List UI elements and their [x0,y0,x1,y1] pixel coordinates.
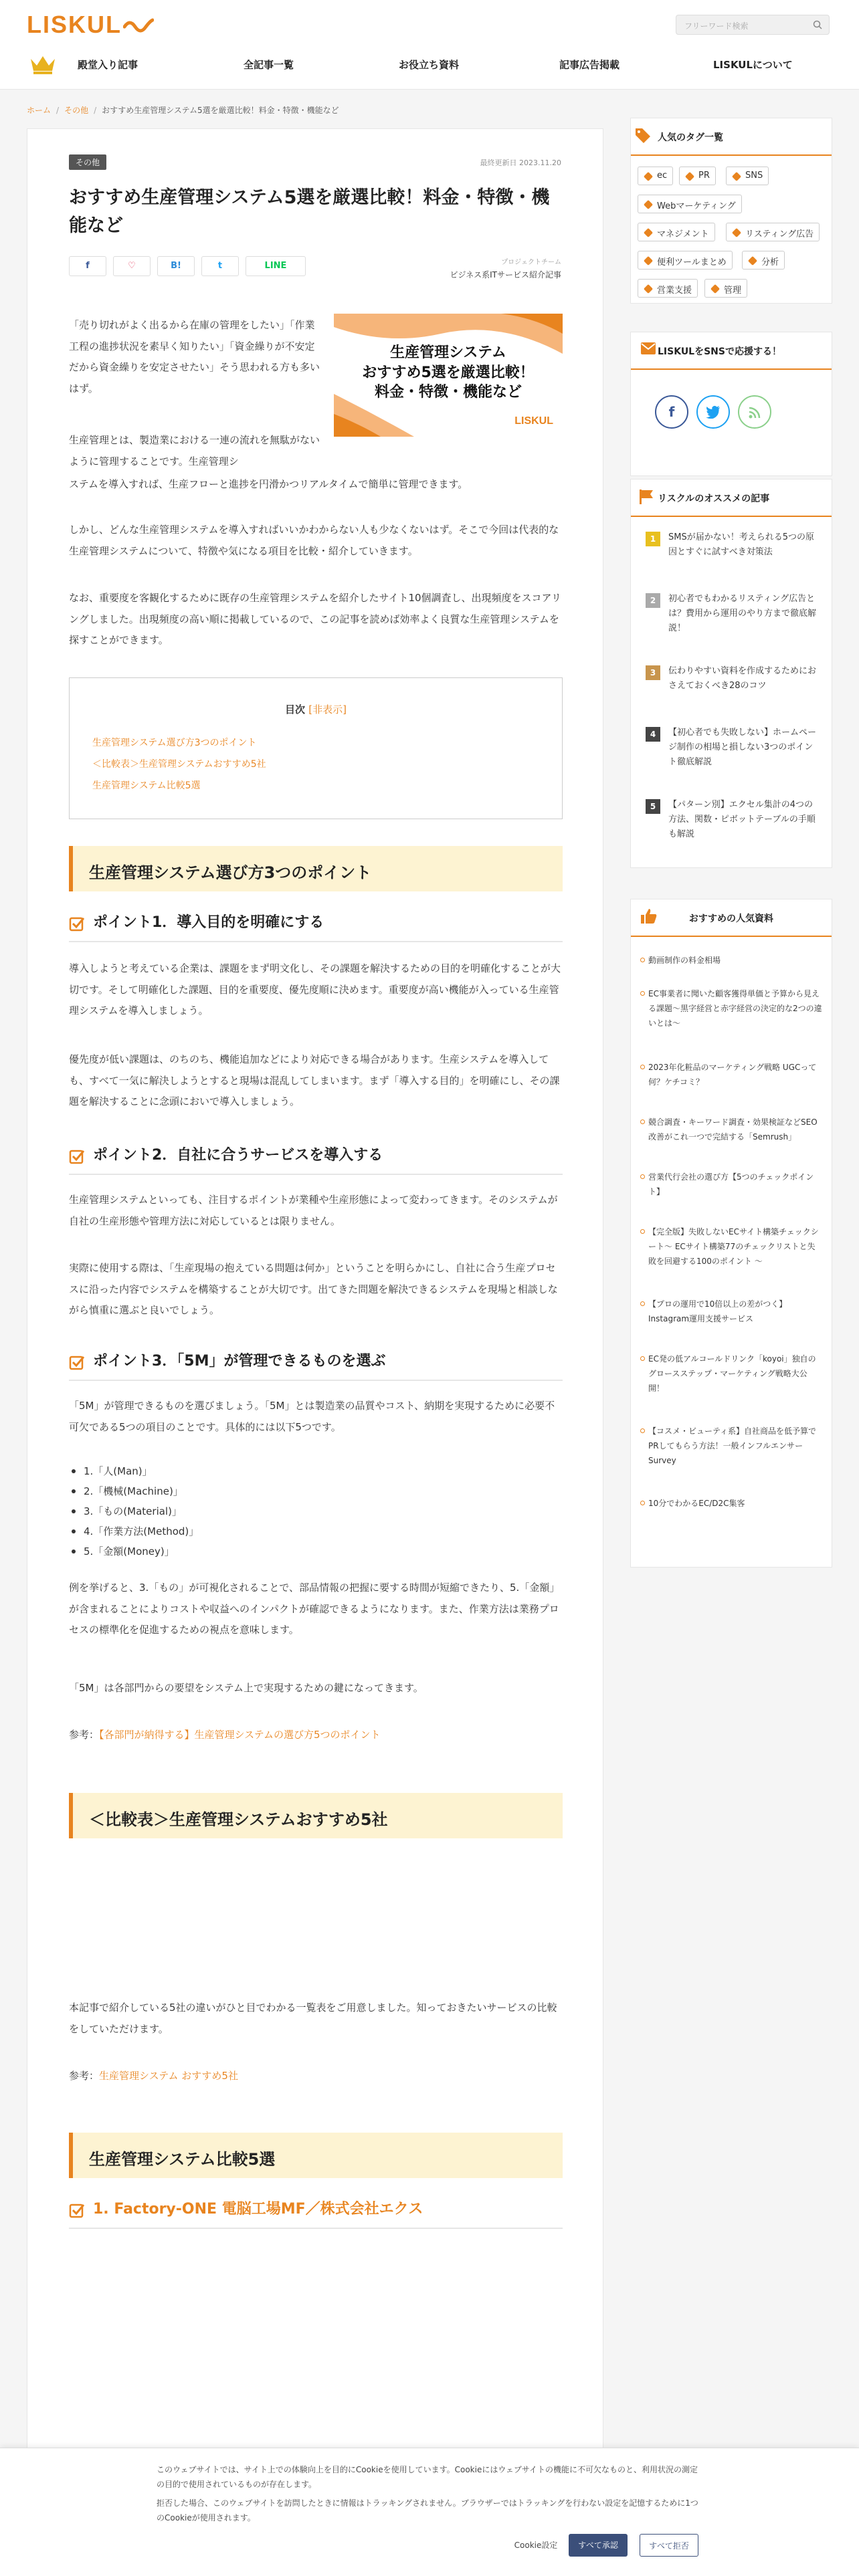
banner-logo: LISKUL [514,415,553,427]
sns-rss-button[interactable] [738,395,771,429]
tag-kanri[interactable]: 管理 [704,279,747,298]
author-block [450,256,561,280]
breadcrumb: ホーム / その他 / おすすめ生産管理システム5選を厳選比較！料金・特徴・機能など [27,106,339,115]
nav-item-hall-of-fame[interactable]: 殿堂入り記事 [78,59,138,71]
subheading-factory-one: 1. Factory-ONE 電脳工場MF／株式会社エクス [69,2198,563,2229]
tag-analysis[interactable]: 分析 [742,251,785,270]
subheading-point-3: ポイント3．「5M」が管理できるものを選ぶ [69,1350,563,1381]
intro-paragraph-3: しかし、どんな生産管理システムを導入すればいいかわからない人も少なくないはず。そこで今回は代表的な生産管理システムについて、特徴や気になる項目を比較・紹介していきます。 [69,524,559,557]
twitter-icon [706,405,721,419]
tag-listing-ads[interactable]: リスティング広告 [726,223,820,241]
resource-item[interactable]: 営業代行会社の選び方【5つのチェックポイント】 [648,1170,822,1199]
tag-sns[interactable]: SNS [726,167,769,185]
reference-2-link[interactable]: 生産管理システム おすすめ5社 [99,2070,238,2082]
tag-management[interactable]: マネジメント [638,223,715,241]
sidebar-resources-title: おすすめの人気資料 [631,899,832,937]
toc-title: 目次 [非表示] [285,704,347,716]
sidebar-resources-widget [630,899,832,1568]
list-item: 4.「作業方法(Method)」 [84,1525,199,1537]
resource-item[interactable]: 【コスメ・ビューティ系】自社商品を低予算でPRしてもらう方法！一般インフルエンサーSurvey [648,1424,822,1469]
sidebar-ranking-widget: リスクルのオススメの記事 1 SMSが届かない！考えられる5つの原因とすぐに試すべき対策法 2 初心者でもわかるリスティング広告とは？費用から運用のやり方まで徹底解説！ 3 伝わりやすい資料を作成するためにおさえておくべき28のコツ 4 【初心者でも失敗しない】ホームページ制作の相場と損しない3つのポイント徹底解説 5 【パターン別】エクセル集計の4つの方法、関数・ピボットテーブルの手順も解説 [630,479,832,868]
section-heading-comparison-table: ＜比較表＞生産管理システムおすすめ5社 [69,1793,563,1838]
sidebar-ranking-title: リスクルのオススメの記事 [631,479,832,517]
rank-badge-4: 4 [646,727,660,742]
table-of-contents [69,677,563,819]
tag-pr[interactable]: PR [679,167,716,185]
sidebar-tags-title: 人気のタグ一覧 [631,118,832,156]
category-badge[interactable]: その他 [69,154,106,170]
toc-item-1[interactable]: 生産管理システム選び方3つのポイント [92,738,257,748]
thumbs-up-icon [640,907,658,925]
share-twitter-button[interactable]: t [201,256,239,276]
share-line-button[interactable]: LINE [246,256,306,276]
flag-icon [639,489,654,505]
breadcrumb-current: おすすめ生産管理システム5選を厳選比較！料金・特徴・機能など [102,106,339,115]
sidebar-sns-widget [630,332,832,476]
reference-1-link[interactable]: 【各部門が納得する】生産管理システムの選び方5つのポイント [99,1729,381,1741]
resource-item[interactable]: 【プロの運用で10倍以上の差がつく】Instagram運用支援サービス [648,1297,822,1326]
global-nav [0,43,859,90]
toc-toggle[interactable]: [非表示] [308,704,347,716]
sidebar-tags-widget [630,118,832,304]
liskul-logo[interactable]: LISKUL [27,11,154,39]
comparison-paragraph: 本記事で紹介している5社の違いがひと目でわかる一覧表をご用意しました。知っておきたいサービスの比較をしていただけます。 [69,2002,557,2035]
author-team: プロジェクトチーム [501,259,561,266]
rank-badge-2: 2 [646,593,660,608]
point-3-paragraph-1: 「5M」が管理できるものを選びましょう。「5M」とは製造業の品質やコスト、納期を実現するために必要不可欠である5つの項目のことです。具体的には以下5つです。 [69,1400,555,1433]
toc-item-2[interactable]: ＜比較表＞生産管理システムおすすめ5社 [92,759,266,770]
updated-date: 最終更新日 2023.11.20 [480,158,561,167]
cookie-accept-button[interactable]: すべて承認 [569,2534,628,2557]
list-item: 5.「金額(Money)」 [84,1545,175,1558]
checkbox-icon [69,916,85,932]
nav-item-ad-placement[interactable]: 記事広告掲載 [559,59,620,71]
intro-paragraph-2-a: 生産管理とは、製造業における一連の流れを無駄がないように管理することです。生産管理シ [69,434,320,467]
resource-item[interactable]: 動画制作の料金相場 [648,953,822,968]
rank-badge-1: 1 [646,532,660,546]
reference-1: 参考：【各部門が納得する】生産管理システムの選び方5つのポイント [69,1729,381,1741]
subheading-point-1: ポイント1．導入目的を明確にする [69,911,563,942]
point-1-paragraph-1: 導入しようと考えている企業は、課題をまず明文化し、その課題を解決するための目的を明確化することが大切です。そして明確化した課題、目的を重要度、優先度順に決めます。重要度が高い機能が入っている生産管理システムを導入しましょう。 [69,962,561,1016]
checkbox-icon [69,1354,85,1370]
intro-paragraph-4: なお、重要度を客観化するために既存の生産管理システムを紹介したサイト10個調査し、出現頻度をスコアリングしました。出現頻度の高い順に掲載しているので、この記事を読めば効率よく良質な生産管理システムを探すことができます。 [69,592,561,646]
cookie-text-1: このウェブサイトでは、サイト上での体験向上を目的にCookieを使用しています。Cookieにはウェブサイトの機能に不可欠なものと、利用状況の測定の目的で使用されているものが存在します。 [157,2465,698,2489]
breadcrumb-category[interactable]: その他 [64,106,89,115]
breadcrumb-home[interactable]: ホーム [27,106,52,115]
checkbox-icon [69,2202,85,2218]
point-2-paragraph-2: 実際に使用する際は、「生産現場の抱えている問題は何か」ということを明らかにし、自社に合う生産プロセスに沿った内容でシステムを構築することが大切です。出てきた問題を解決できるシステムを現場と相談しながら慎重に選ぶと良いでしょう。 [69,1262,558,1316]
sns-facebook-button[interactable]: f [655,395,688,429]
point-2-paragraph-1: 生産管理システムといっても、注目するポイントが業種や生産形態によって変わってきます。そのシステムが自社の生産形態や管理方法に対応しているとは限りません。 [69,1194,558,1227]
nav-item-resources[interactable]: お役立ち資料 [399,59,460,71]
share-pocket-button[interactable]: ♡ [113,256,151,276]
nav-item-all-articles[interactable]: 全記事一覧 [244,59,294,71]
list-item: 1.「人(Man)」 [84,1465,153,1477]
share-facebook-button[interactable]: f [69,256,106,276]
section-heading-comparison-5: 生産管理システム比較5選 [69,2133,563,2178]
point-3-paragraph-2: 例を挙げると、3.「もの」が可視化されることで、部品情報の把握に要する時間が短縮できたり、5.「金額」が含まれることによりコストや収益へのインパクトが確認できるようになります。また、作業方法は業務プロセスの標準化を促進するための視点を意味します。 [69,1582,560,1636]
point-1-paragraph-2: 優先度が低い課題は、のちのち、機能追加などにより対応できる場合があります。生産システムを導入しても、すべて一気に解決しようとすると現場は混乱してしまいます。まず「導入する目的」を明確にし、その課題を解決することに念頭においで導入しましょう。 [69,1053,560,1107]
banner-text: 生産管理システム おすすめ5選を厳選比較！ 料金・特徴・機能など [362,344,535,401]
top-header [0,0,859,43]
tag-tools[interactable]: 便利ツールまとめ [638,251,733,270]
list-item: 2.「機械(Machine)」 [84,1485,183,1497]
cookie-reject-button[interactable]: すべて拒否 [640,2534,698,2557]
subheading-point-2: ポイント2．自社に合うサービスを導入する [69,1144,563,1175]
section-heading-points: 生産管理システム選び方3つのポイント [69,846,563,891]
resource-item[interactable]: EC発の低アルコールドリンク「koyoi」独自のグロースステップ・マーケティング戦略大公開！ [648,1352,822,1396]
logo-wave-icon [123,17,154,35]
tag-icon [634,126,652,145]
rank-badge-3: 3 [646,665,660,680]
article-main [27,128,603,2576]
nav-item-about[interactable]: LISKULについて [713,59,793,71]
resource-item[interactable]: 競合調査・キーワード調査・効果検証などSEO改善がこれ一つで完結する「Semrush」 [648,1115,822,1144]
resource-item[interactable]: EC事業者に聞いた顧客獲得単価と予算から見える課題〜黒字経営と赤字経営の決定的な2つの違いとは〜 [648,986,822,1031]
tag-sales-support[interactable]: 営業支援 [638,279,698,298]
point-3-paragraph-3: 「5M」は各部門からの要望をシステム上で実現するための鍵になってきます。 [69,1682,423,1694]
search-icon [813,20,822,29]
sns-twitter-button[interactable] [696,395,730,429]
article-title: おすすめ生産管理システム5選を厳選比較！料金・特徴・機能など [69,187,550,236]
reference-2: 参考：生産管理システム おすすめ5社 [69,2070,238,2082]
cookie-text-2: 拒否した場合、このウェブサイトを訪問したときに情報はトラッキングされません。ブラウザーではトラッキングを行わない設定を記憶するために1つのCookieが使用されます。 [157,2498,698,2523]
rss-icon [749,407,761,419]
author-name[interactable]: ビジネス系ITサービス紹介記事 [450,270,561,280]
search-input[interactable]: フリーワード検索 [676,15,830,35]
resource-item[interactable]: 10分でわかるEC/D2C集客 [648,1496,822,1511]
resource-item[interactable]: 【完全版】失敗しないECサイト構築チェックシート〜 ECサイト構築77のチェックリストと失敗を回避する100のポイント 〜 [648,1224,822,1269]
checkbox-icon [69,1148,85,1164]
rank-badge-5: 5 [646,799,660,814]
share-hatena-button[interactable]: B! [157,256,195,276]
list-item: 3.「もの(Material)」 [84,1505,182,1517]
tag-ec[interactable]: ec [638,167,673,185]
article-banner-image [334,314,563,437]
sidebar-sns-title: LISKULをSNSで応援する！ [631,332,832,370]
mail-icon [640,342,656,355]
tag-web-marketing[interactable]: Webマーケティング [638,195,742,213]
intro-paragraph-2: ステムを導入すれば、生産フローと進捗を円滑かつリアルタイムで簡単に管理できます。 [69,478,468,490]
crown-icon [29,53,56,75]
toc-item-3[interactable]: 生産管理システム比較5選 [92,780,201,791]
resource-item[interactable]: 2023年化粧品のマーケティング戦略 UGCって何？ケチコミ？ [648,1060,822,1089]
cookie-consent-banner [0,2448,859,2576]
cookie-settings-button[interactable]: Cookie設定 [514,2541,558,2550]
intro-paragraph-1: 「売り切れがよく出るから在庫の管理をしたい」「作業工程の進捗状況を素早く知りたい」「資金繰りが不安定だから資金繰りを安定させたい」そう思われる方も多いはず。 [69,319,320,395]
